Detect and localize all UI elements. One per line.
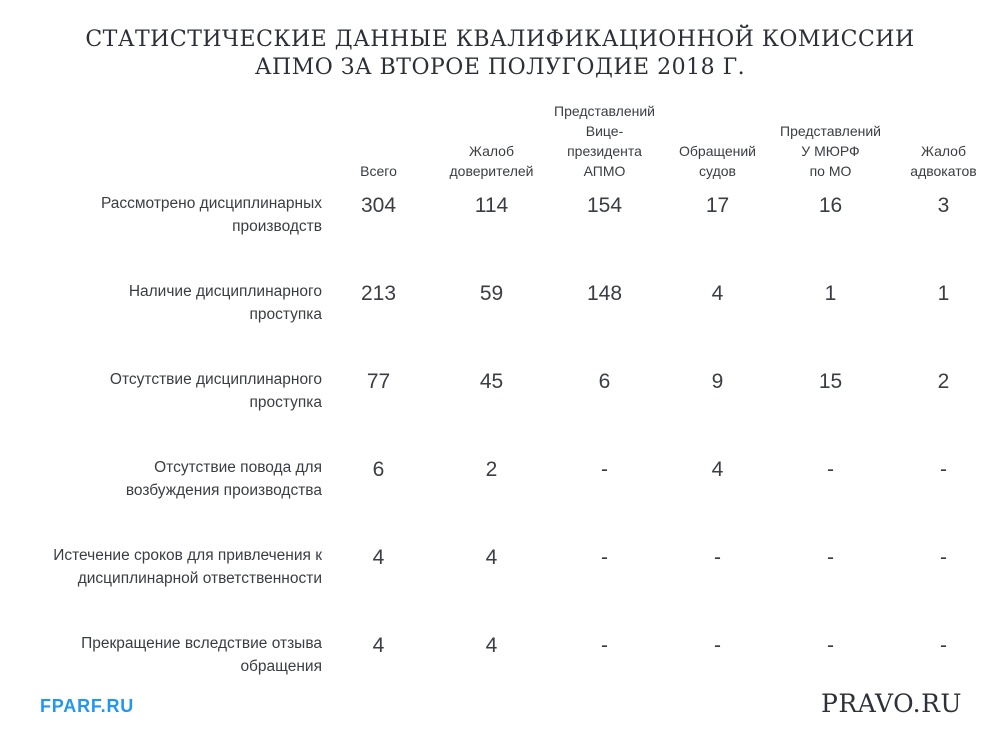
value-cell: -: [827, 634, 834, 657]
value-cell: 2: [485, 458, 498, 481]
value-cell: -: [601, 458, 608, 481]
value-cell: -: [601, 546, 608, 569]
column-header: Всего: [360, 163, 397, 179]
value-cell: 304: [360, 194, 397, 217]
column-header: Представлений Вице- президента АПМО: [554, 103, 655, 179]
table-header-row: [0, 96, 1000, 184]
value-cell: 15: [818, 370, 843, 393]
row-label: Истечение сроков для привлечения к дисциплинарной ответственности: [53, 547, 322, 587]
value-cell: 3: [937, 194, 950, 217]
value-cell: 9: [711, 370, 724, 393]
value-cell: -: [940, 546, 947, 569]
fparf-logo: FPARF.RU: [40, 696, 135, 716]
table-row: [0, 536, 1000, 624]
value-cell: 6: [598, 370, 611, 393]
row-label: Отсутствие дисциплинарного проступка: [109, 371, 322, 411]
table-row: [0, 272, 1000, 360]
value-cell: 59: [479, 282, 504, 305]
value-cell: 4: [711, 282, 724, 305]
value-cell: 148: [586, 282, 623, 305]
value-cell: -: [714, 546, 721, 569]
value-cell: 4: [711, 458, 724, 481]
row-label: Отсутствие повода для возбуждения производства: [125, 459, 322, 499]
value-cell: -: [714, 634, 721, 657]
table-row: [0, 184, 1000, 272]
value-cell: -: [940, 634, 947, 657]
value-cell: 17: [705, 194, 730, 217]
column-header: Жалоб доверителей: [449, 143, 534, 179]
value-cell: 114: [474, 194, 509, 217]
value-cell: -: [601, 634, 608, 657]
row-label: Прекращение вследствие отзыва обращения: [81, 635, 322, 675]
value-cell: 6: [372, 458, 385, 481]
page-title-line-2: АПМО ЗА ВТОРОЕ ПОЛУГОДИЕ 2018 Г.: [254, 55, 746, 80]
row-label: Наличие дисциплинарного проступка: [128, 283, 322, 323]
statistics-table: [0, 96, 1000, 712]
column-header: Представлений У МЮРФ по МО: [780, 123, 881, 179]
value-cell: 213: [360, 282, 397, 305]
value-cell: 45: [479, 370, 504, 393]
row-label: Рассмотрено дисциплинарных производств: [100, 195, 322, 235]
value-cell: 4: [372, 546, 385, 569]
value-cell: 1: [937, 282, 950, 305]
value-cell: 4: [372, 634, 385, 657]
column-header: Жалоб адвокатов: [910, 143, 977, 179]
table-row: [0, 360, 1000, 448]
value-cell: 154: [586, 194, 623, 217]
page-title-line-1: СТАТИСТИЧЕСКИЕ ДАННЫЕ КВАЛИФИКАЦИОННОЙ КОМИССИИ: [85, 27, 915, 52]
value-cell: 4: [485, 634, 498, 657]
value-cell: -: [940, 458, 947, 481]
value-cell: -: [827, 458, 834, 481]
value-cell: 16: [818, 194, 843, 217]
value-cell: 4: [485, 546, 498, 569]
pravo-logo: PRAVO.RU: [821, 689, 962, 718]
page-title: [0, 26, 1000, 82]
value-cell: -: [827, 546, 834, 569]
value-cell: 77: [366, 370, 391, 393]
value-cell: 1: [824, 282, 837, 305]
value-cell: 2: [937, 370, 950, 393]
table-row: [0, 448, 1000, 536]
column-header: Обращений судов: [679, 143, 756, 179]
